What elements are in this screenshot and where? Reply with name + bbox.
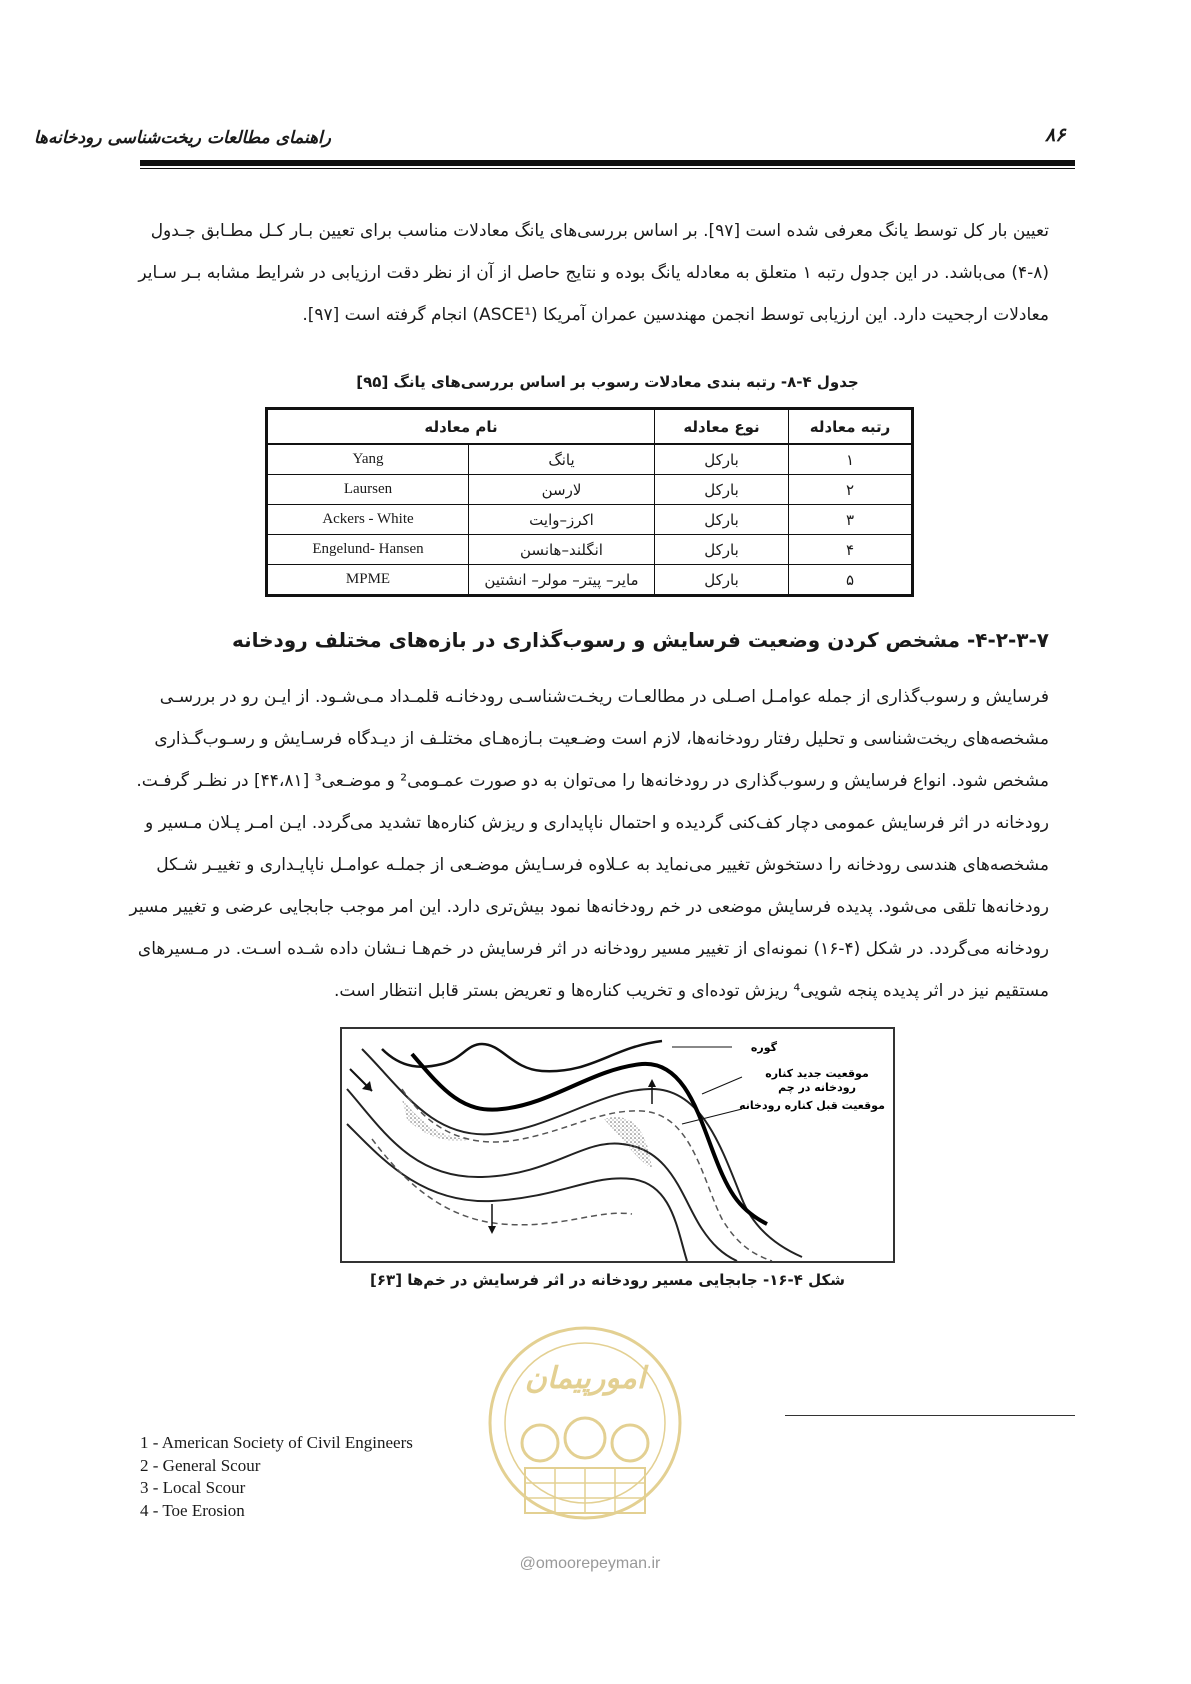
figure-caption: شکل ۴-۱۶- جابجایی مسیر رودخانه در اثر فرسایش در خم‌ها [۶۳] bbox=[370, 1271, 845, 1289]
paragraph-line: رودخانه می‌گردد. در شکل (۴-۱۶) نمونه‌ای از تغییر مسیر رودخانه در اثر فرسایش در خم‌هـا نـشان داده شـده اسـت. در مـسیرهای bbox=[137, 939, 1049, 959]
cell-name-en: Yang bbox=[267, 444, 469, 475]
header-name: نام معادله bbox=[267, 409, 655, 445]
meander-diagram bbox=[342, 1029, 893, 1261]
paragraph-line: (۴-۸) می‌باشد. در این جدول رتبه ۱ متعلق به معادله یانگ بوده و نتایج حاصل از آن از نظر دقت ارزیابی در شرایط مشابه بـر سـایر bbox=[138, 263, 1049, 283]
paragraph-line: رودخانه‌ها تلقی می‌شود. پدیده فرسایش موضعی در خم رودخانه‌ها نمود بیش‌تری دارد. این امر موجب جابجایی عرضی و تغییر مسیر bbox=[129, 897, 1049, 917]
cell-name-fa: اکرز–وایت bbox=[469, 505, 655, 535]
shift-arrow-down-head bbox=[488, 1226, 496, 1234]
body-paragraph bbox=[114, 676, 1049, 1012]
footnotes bbox=[140, 1432, 413, 1522]
svg-text:امورپیمان: امورپیمان bbox=[524, 1361, 646, 1396]
cell-rank: ۵ bbox=[789, 565, 913, 596]
paragraph-line: معادلات ارجحیت دارد. این ارزیابی توسط انجمن مهندسین عمران آمریکا (ASCE¹) انجام گرفته است [۹۷]. bbox=[302, 305, 1049, 325]
cell-name-fa: مایر– پیتر– مولر– انشتین bbox=[469, 565, 655, 596]
table-row bbox=[267, 475, 913, 505]
shift-arrow-up-head bbox=[648, 1079, 656, 1087]
footnote-item: 4 - Toe Erosion bbox=[140, 1500, 245, 1520]
cell-name-en: MPME bbox=[267, 565, 469, 596]
header-type: نوع معادله bbox=[655, 409, 789, 445]
cell-type: بارکل bbox=[655, 535, 789, 565]
intro-paragraph bbox=[114, 210, 1049, 336]
cell-name-fa: یانگ bbox=[469, 444, 655, 475]
cell-name-en: Laursen bbox=[267, 475, 469, 505]
paragraph-line: تعیین بار کل توسط یانگ معرفی شده است [۹۷]. بر اساس بررسی‌های یانگ معادلات مناسب برای تعیین بـار کـل مطـابق جـدول bbox=[150, 221, 1049, 241]
leader-old-bank bbox=[682, 1109, 742, 1124]
footnote-item: 3 - Local Scour bbox=[140, 1478, 246, 1497]
cell-type: بارکل bbox=[655, 565, 789, 596]
label-gore: گوره bbox=[750, 1041, 777, 1054]
table-caption: جدول ۴-۸- رتبه بندی معادلات رسوب بر اساس بررسی‌های یانگ [۹۵] bbox=[356, 373, 859, 391]
footnote-item: 1 - American Society of Civil Engineers bbox=[140, 1433, 413, 1452]
paragraph-line: مشخصه‌های ریخت‌شناسی و تحلیل رفتار رودخانه‌ها، لازم است وضـعیت بـازه‌هـای مختلـف از دیـدگاه فرسـایش و رسـوب‌گـذاری bbox=[154, 729, 1049, 749]
cell-name-fa: انگلند–هانسن bbox=[469, 535, 655, 565]
watermark-site: @omoorepeyman.ir bbox=[519, 1555, 661, 1572]
page-number: ۸۶ bbox=[1045, 124, 1066, 146]
label-old-bank: موقعیت قبل کناره رودخانه bbox=[739, 1099, 885, 1112]
sediment-equation-table bbox=[265, 407, 914, 597]
river-meander-figure bbox=[340, 1027, 895, 1263]
watermark-seal-icon bbox=[480, 1318, 690, 1558]
footnote-item: 2 - General Scour bbox=[140, 1455, 261, 1475]
header-rank: رتبه معادله bbox=[789, 409, 913, 445]
header-rule-thick bbox=[140, 160, 1075, 166]
cell-name-en: Engelund- Hansen bbox=[267, 535, 469, 565]
table-row bbox=[267, 535, 913, 565]
label-new-bank-2: رودخانه در چم bbox=[778, 1081, 856, 1094]
cell-rank: ۲ bbox=[789, 475, 913, 505]
leader-new-bank bbox=[702, 1077, 742, 1094]
header-rule-thin bbox=[140, 168, 1075, 169]
paragraph-line: مشخص شود. انواع فرسایش و رسوب‌گذاری در رودخانه‌ها را می‌توان به دو صورت عمـومی² و موضـعی³ [۴۴،۸۱] در نظـر گرفـت. bbox=[136, 771, 1049, 791]
watermark-logo bbox=[480, 1318, 690, 1568]
cell-rank: ۱ bbox=[789, 444, 913, 475]
footnote-rule bbox=[785, 1415, 1075, 1416]
cell-type: بارکل bbox=[655, 444, 789, 475]
section-heading: ۴-۲-۳-۷- مشخص کردن وضعیت فرسایش و رسوب‌گذاری در بازه‌های مختلف رودخانه bbox=[231, 628, 1049, 652]
table-row bbox=[267, 565, 913, 596]
paragraph-line: مشخصه‌های هندسی رودخانه را دستخوش تغییر می‌نماید به عـلاوه فرسـایش موضـعی از جملـه عوامـل ناپایـداری و تغییـر شـکل bbox=[156, 855, 1049, 875]
table-header-row bbox=[267, 409, 913, 445]
cell-type: بارکل bbox=[655, 505, 789, 535]
cell-name-fa: لارسن bbox=[469, 475, 655, 505]
label-new-bank-1: موقعیت جدید کناره bbox=[765, 1067, 869, 1080]
table-row bbox=[267, 505, 913, 535]
cell-rank: ۴ bbox=[789, 535, 913, 565]
cell-rank: ۳ bbox=[789, 505, 913, 535]
paragraph-line: فرسایش و رسوب‌گذاری از جمله عوامـل اصـلی در مطالعـات ریخـت‌شناسـی رودخانـه قلمـداد مـی‌شـود. از ایـن رو در بررسـی bbox=[159, 687, 1049, 707]
paragraph-line: مستقیم نیز در اثر پدیده پنجه شویی⁴ ریزش توده‌ای و تخریب کناره‌ها و تعریض بستر قابل انتظار است. bbox=[334, 981, 1049, 1001]
running-header-title: راهنمای مطالعات ریخت‌شناسی رودخانه‌ها bbox=[33, 128, 331, 148]
table-row bbox=[267, 444, 913, 475]
cell-name-en: Ackers - White bbox=[267, 505, 469, 535]
paragraph-line: رودخانه در اثر فرسایش عمومی دچار کف‌کنی گردیده و احتمال ناپایداری و ریزش کناره‌ها تشدید می‌گردد. ایـن امـر پـلان مـسیر و bbox=[145, 813, 1049, 833]
cell-type: بارکل bbox=[655, 475, 789, 505]
